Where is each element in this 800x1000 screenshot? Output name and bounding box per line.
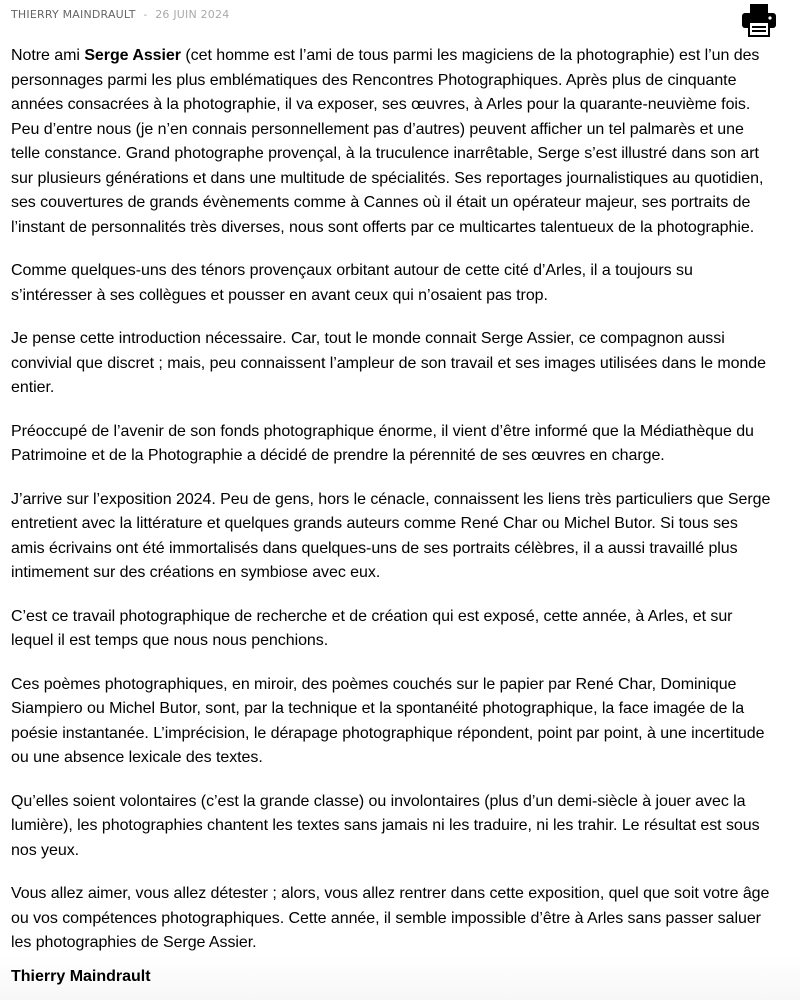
printer-icon — [741, 3, 777, 37]
article-paragraph: Je pense cette introduction nécessaire. Car, tout le monde connait Serge Assier, ce compagnon aussi convivial que discret ; mais, peu connaissent l’ampleur de son travail et ses images utilisées dans le monde entier. — [11, 330, 766, 396]
article-paragraph: Préoccupé de l’avenir de son fonds photographique énorme, il vient d’être informé que la Médiathèque du Patrimoine et de la Photographie a décidé de prendre la pérennité de ses œuvres en charge. — [11, 422, 754, 464]
article-meta — [11, 8, 229, 21]
article-paragraph: Vous allez aimer, vous allez détester ; alors, vous allez rentrer dans cette exposition, quel que soit votre âge ou vos compétences photographiques. Cette année, il semble impossible d’être à Arles sans passer saluer les photographies de Serge Assier. — [11, 885, 770, 951]
publish-date: 26 JUIN 2024 — [155, 8, 230, 21]
author-byline[interactable]: THIERRY MAINDRAULT — [11, 8, 136, 21]
article-body — [11, 44, 771, 975]
article-paragraph: Ces poèmes photographiques, en miroir, des poèmes couchés sur le papier par René Char, Dominique Siampiero ou Michel Butor, sont, par la technique et la spontanéité photographique, la face imagée de la poésie instantanée. L’imprécision, le dérapage photographique répondent, point par point, à une incertitude ou une absence lexicale des textes. — [11, 675, 765, 766]
meta-separator: - — [143, 8, 148, 21]
article-paragraph: Qu’elles soient volontaires (c’est la grande classe) ou involontaires (plus d’un demi-siècle à jouer avec la lumière), les photographies chantent les textes sans jamais ni les traduire, ni les trahir. Le résultat est sous nos yeux. — [11, 792, 760, 859]
subject-name: Serge Assier — [84, 47, 181, 64]
article-paragraph: J’arrive sur l’exposition 2024. Peu de gens, hors le cénacle, connaissent les liens très particuliers que Serge entretient avec la littérature et quelques grands auteurs comme René Char ou Michel Butor. Si tous ses amis écrivains ont été immortalisés dans quelques-uns de ses portraits célèbres, il a aussi travaillé plus intimement sur des créations en symbiose avec eux. — [11, 490, 771, 581]
article-paragraph: Notre ami Serge Assier (cet homme est l’ami de tous parmi les magiciens de la photographie) est l’un des personnages parmi les plus emblématiques des Rencontres Photographiques. Après plus de cinquante années consacrées à la photographie, il va exposer, ses œuvres, à Arles pour la quarante-neuvième fois. Peu d’entre nous (je n’en connais personnellement pas d’autres) peuvent afficher un tel palmarès et une telle constance. Grand photographe provençal, à la truculence inarrêtable, Serge s’est illustré dans son art sur plusieurs générations et dans une multitude de spécialités. Ses reportages journalistiques au quotidien, ses couvertures de grands évènements comme à Cannes où il était un opérateur majeur, ses portraits de l’instant de personnalités très diverses, nous sont offerts par ce multicartes talentueux de la photographie. — [11, 47, 764, 236]
author-signature: Thierry Maindrault — [11, 968, 151, 985]
article-paragraph: Comme quelques-uns des ténors provençaux orbitant autour de cette cité d’Arles, il a toujours su s’intéresser à ses collègues et pousser en avant ceux qui n’osaient pas trop. — [11, 262, 693, 304]
article-paragraph: C’est ce travail photographique de recherche et de création qui est exposé, cette année, à Arles, et sur lequel il est temps que nous nous penchions. — [11, 607, 733, 649]
print-button[interactable] — [741, 3, 777, 37]
